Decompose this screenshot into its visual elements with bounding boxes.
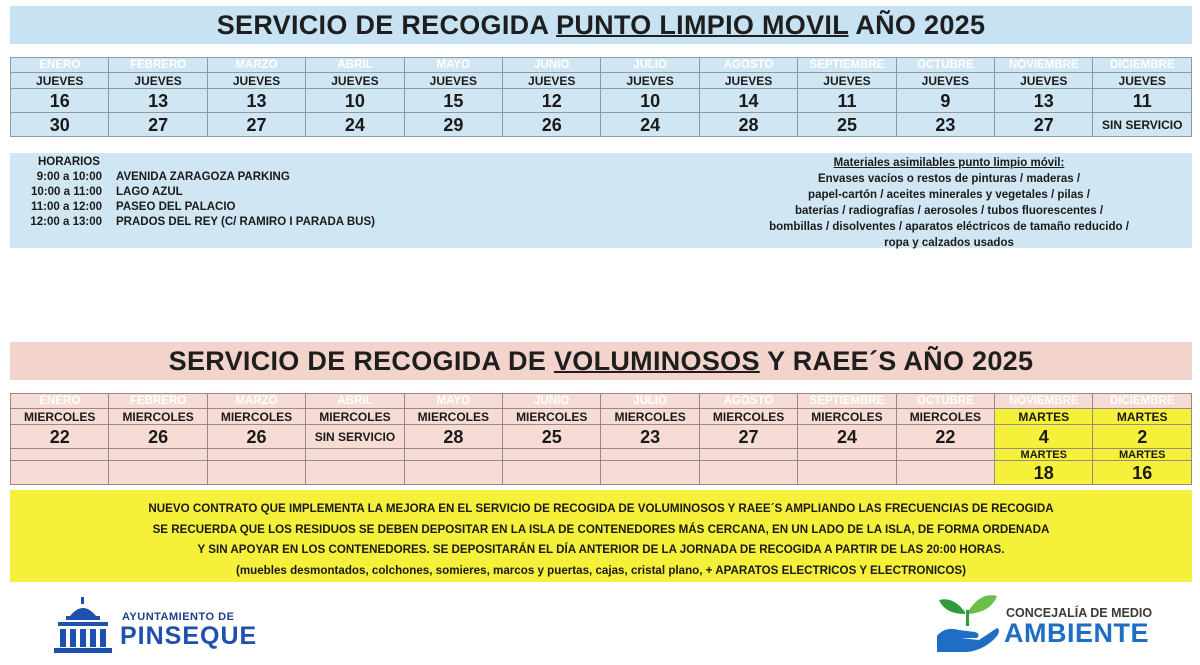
month-header: MARZO: [207, 394, 305, 409]
date-cell: 23: [896, 113, 994, 137]
month-header: OCTUBRE: [896, 58, 994, 73]
materials-line: baterías / radiografías / aerosoles / tubos fluorescentes /: [794, 205, 1104, 217]
horario-time: 12:00 a 13:00: [30, 216, 102, 228]
materials-line: bombillas / disolventes / aparatos eléctricos de tamaño reducido /: [769, 221, 1129, 233]
weekday-cell: [798, 449, 896, 461]
weekday-cell: [109, 449, 207, 461]
horario-time: 9:00 a 10:00: [36, 171, 102, 183]
date-cell: 24: [798, 425, 896, 449]
date-cell: 27: [699, 425, 797, 449]
weekday-cell: MIERCOLES: [109, 409, 207, 425]
horario-row: [26, 185, 375, 200]
date-cell: 25: [798, 113, 896, 137]
horario-place: PASEO DEL PALACIO: [116, 201, 236, 213]
date-cell: 29: [404, 113, 502, 137]
weekday-cell: [699, 449, 797, 461]
title-highlight: PUNTO LIMPIO MOVIL: [556, 10, 849, 40]
date-cell: 10: [306, 89, 404, 113]
date-cell: [109, 461, 207, 485]
hand-plant-icon: [935, 592, 1001, 656]
date-cell: 11: [798, 89, 896, 113]
voluminosos-title: [10, 342, 1192, 380]
weekday-cell: MIERCOLES: [207, 409, 305, 425]
date-cell: 4: [995, 425, 1093, 449]
date-cell: [503, 461, 601, 485]
weekday-cell: MARTES: [1093, 449, 1192, 461]
notice-line: SE RECUERDA QUE LOS RESIDUOS SE DEBEN DEPOSITAR EN LA ISLA DE CONTENEDORES MÁS CERCANA, EN UN LADO DE LA ISLA, DE FORMA ORDENADA: [152, 522, 1050, 536]
date-cell: 18: [995, 461, 1093, 485]
horario-place: PRADOS DEL REY (C/ RAMIRO I PARADA BUS): [116, 216, 375, 228]
weekday-cell: JUEVES: [404, 73, 502, 89]
month-header: JULIO: [601, 394, 699, 409]
weekday-cell: [207, 449, 305, 461]
date-cell: 16: [1093, 461, 1192, 485]
date-cell: 24: [306, 113, 404, 137]
date-cell: [404, 461, 502, 485]
month-header: ENERO: [11, 394, 109, 409]
month-header: JULIO: [601, 58, 699, 73]
weekday-cell: JUEVES: [601, 73, 699, 89]
month-header: DICIEMBRE: [1093, 58, 1192, 73]
date-cell: 14: [699, 89, 797, 113]
notice-line: Y SIN APOYAR EN LOS CONTENEDORES. SE DEPOSITARÁN EL DÍA ANTERIOR DE LA JORNADA DE RECOGIDA A PARTIR DE LAS 20:00 HORAS.: [197, 543, 1005, 556]
date-cell: 15: [404, 89, 502, 113]
month-header: DICIEMBRE: [1093, 394, 1192, 409]
date-cell: 12: [503, 89, 601, 113]
date-cell: 28: [699, 113, 797, 137]
month-header: OCTUBRE: [896, 394, 994, 409]
title-prefix: SERVICIO DE RECOGIDA: [216, 10, 549, 40]
date-cell: 26: [207, 425, 305, 449]
date-cell: 26: [503, 113, 601, 137]
month-header: SEPTIEMBRE: [798, 394, 896, 409]
weekday-cell: MIERCOLES: [699, 409, 797, 425]
punto-limpio-info: [10, 153, 1192, 248]
logo-left-bottom: PINSEQUE: [120, 622, 258, 650]
horario-time: 11:00 a 12:00: [31, 201, 102, 213]
month-header: JUNIO: [503, 58, 601, 73]
month-header: ABRIL: [306, 394, 404, 409]
weekday-cell: JUEVES: [503, 73, 601, 89]
weekday-cell: [404, 449, 502, 461]
weekday-cell: JUEVES: [306, 73, 404, 89]
weekday-cell: JUEVES: [207, 73, 305, 89]
ayuntamiento-logo: [52, 596, 262, 658]
date-cell: 16: [11, 89, 109, 113]
weekday-cell: MIERCOLES: [404, 409, 502, 425]
title-suffix: AÑO 2025: [855, 10, 986, 40]
month-header: MAYO: [404, 394, 502, 409]
weekday-cell: JUEVES: [699, 73, 797, 89]
punto-limpio-calendar: [10, 57, 1192, 137]
horario-place: AVENIDA ZARAGOZA PARKING: [116, 171, 290, 183]
date-cell: SIN SERVICIO: [1093, 113, 1192, 137]
date-cell: [207, 461, 305, 485]
month-header: JUNIO: [503, 394, 601, 409]
weekday-cell: MIERCOLES: [306, 409, 404, 425]
date-cell: 26: [109, 425, 207, 449]
title-prefix: SERVICIO DE RECOGIDA DE: [168, 346, 547, 376]
weekday-cell: MIERCOLES: [11, 409, 109, 425]
horarios-label: HORARIOS: [38, 156, 100, 168]
date-cell: 11: [1093, 89, 1192, 113]
weekday-cell: MIERCOLES: [503, 409, 601, 425]
horario-place: LAGO AZUL: [116, 186, 183, 198]
weekday-cell: MIERCOLES: [798, 409, 896, 425]
month-header: MARZO: [207, 58, 305, 73]
weekday-cell: JUEVES: [1093, 73, 1192, 89]
date-cell: 27: [109, 113, 207, 137]
voluminosos-calendar: [10, 393, 1192, 485]
date-cell: 13: [207, 89, 305, 113]
weekday-cell: JUEVES: [109, 73, 207, 89]
logo-right-bottom: AMBIENTE: [1004, 618, 1149, 648]
materials-line: ropa y calzados usados: [884, 237, 1014, 249]
date-cell: [11, 461, 109, 485]
month-header: ABRIL: [306, 58, 404, 73]
materials-title: Materiales asimilables punto limpio móvil:: [833, 157, 1065, 169]
horarios-list: [26, 155, 375, 230]
weekday-cell: MIERCOLES: [601, 409, 699, 425]
weekday-cell: [601, 449, 699, 461]
date-cell: 28: [404, 425, 502, 449]
date-cell: 24: [601, 113, 699, 137]
month-header: SEPTIEMBRE: [798, 58, 896, 73]
medio-ambiente-logo: [935, 592, 1155, 658]
logo-right-top: CONCEJALÍA DE MEDIO: [1006, 606, 1153, 620]
horario-row: [26, 215, 375, 230]
horario-row: [26, 200, 375, 215]
month-header: NOVIEMBRE: [995, 58, 1093, 73]
date-cell: 27: [995, 113, 1093, 137]
notice-line: (muebles desmontados, colchones, somieres, marcos y puertas, cajas, cristal plano, + APARATOS ELECTRICOS Y ELECTRONICOS): [235, 563, 967, 577]
weekday-cell: JUEVES: [11, 73, 109, 89]
notice-line: NUEVO CONTRATO QUE IMPLEMENTA LA MEJORA EN EL SERVICIO DE RECOGIDA DE VOLUMINOSOS Y RAEE´S AMPLIANDO LAS FRECUENCIAS DE RECOGIDA: [148, 502, 1054, 515]
weekday-cell: JUEVES: [798, 73, 896, 89]
date-cell: [896, 461, 994, 485]
month-header: NOVIEMBRE: [995, 394, 1093, 409]
date-cell: [699, 461, 797, 485]
horario-row: [26, 170, 375, 185]
materials-list: [754, 155, 1144, 251]
weekday-cell: [503, 449, 601, 461]
month-header: AGOSTO: [699, 58, 797, 73]
weekday-cell: MARTES: [1093, 409, 1192, 425]
date-cell: 10: [601, 89, 699, 113]
weekday-cell: JUEVES: [995, 73, 1093, 89]
date-cell: 9: [896, 89, 994, 113]
weekday-cell: JUEVES: [896, 73, 994, 89]
date-cell: 23: [601, 425, 699, 449]
date-cell: 22: [896, 425, 994, 449]
weekday-cell: MARTES: [995, 409, 1093, 425]
month-header: FEBRERO: [109, 58, 207, 73]
title-suffix: Y RAEE´S AÑO 2025: [767, 346, 1034, 376]
weekday-cell: [896, 449, 994, 461]
logo-left-top: AYUNTAMIENTO DE: [122, 611, 235, 623]
weekday-cell: [11, 449, 109, 461]
date-cell: 30: [11, 113, 109, 137]
materials-line: Envases vacíos o restos de pinturas / maderas /: [817, 173, 1081, 185]
date-cell: [601, 461, 699, 485]
notice-box: [10, 490, 1192, 582]
materials-line: papel-cartón / aceites minerales y vegetales / pilas /: [808, 189, 1090, 201]
date-cell: 2: [1093, 425, 1192, 449]
date-cell: SIN SERVICIO: [306, 425, 404, 449]
month-header: ENERO: [11, 58, 109, 73]
town-hall-icon: [52, 596, 114, 654]
date-cell: [798, 461, 896, 485]
date-cell: 25: [503, 425, 601, 449]
title-highlight: VOLUMINOSOS: [553, 346, 760, 376]
weekday-cell: MARTES: [995, 449, 1093, 461]
weekday-cell: MIERCOLES: [896, 409, 994, 425]
date-cell: 27: [207, 113, 305, 137]
month-header: MAYO: [404, 58, 502, 73]
month-header: FEBRERO: [109, 394, 207, 409]
date-cell: 13: [109, 89, 207, 113]
date-cell: 22: [11, 425, 109, 449]
month-header: AGOSTO: [699, 394, 797, 409]
punto-limpio-title: [10, 6, 1192, 44]
weekday-cell: [306, 449, 404, 461]
date-cell: [306, 461, 404, 485]
horario-time: 10:00 a 11:00: [31, 186, 102, 198]
date-cell: 13: [995, 89, 1093, 113]
